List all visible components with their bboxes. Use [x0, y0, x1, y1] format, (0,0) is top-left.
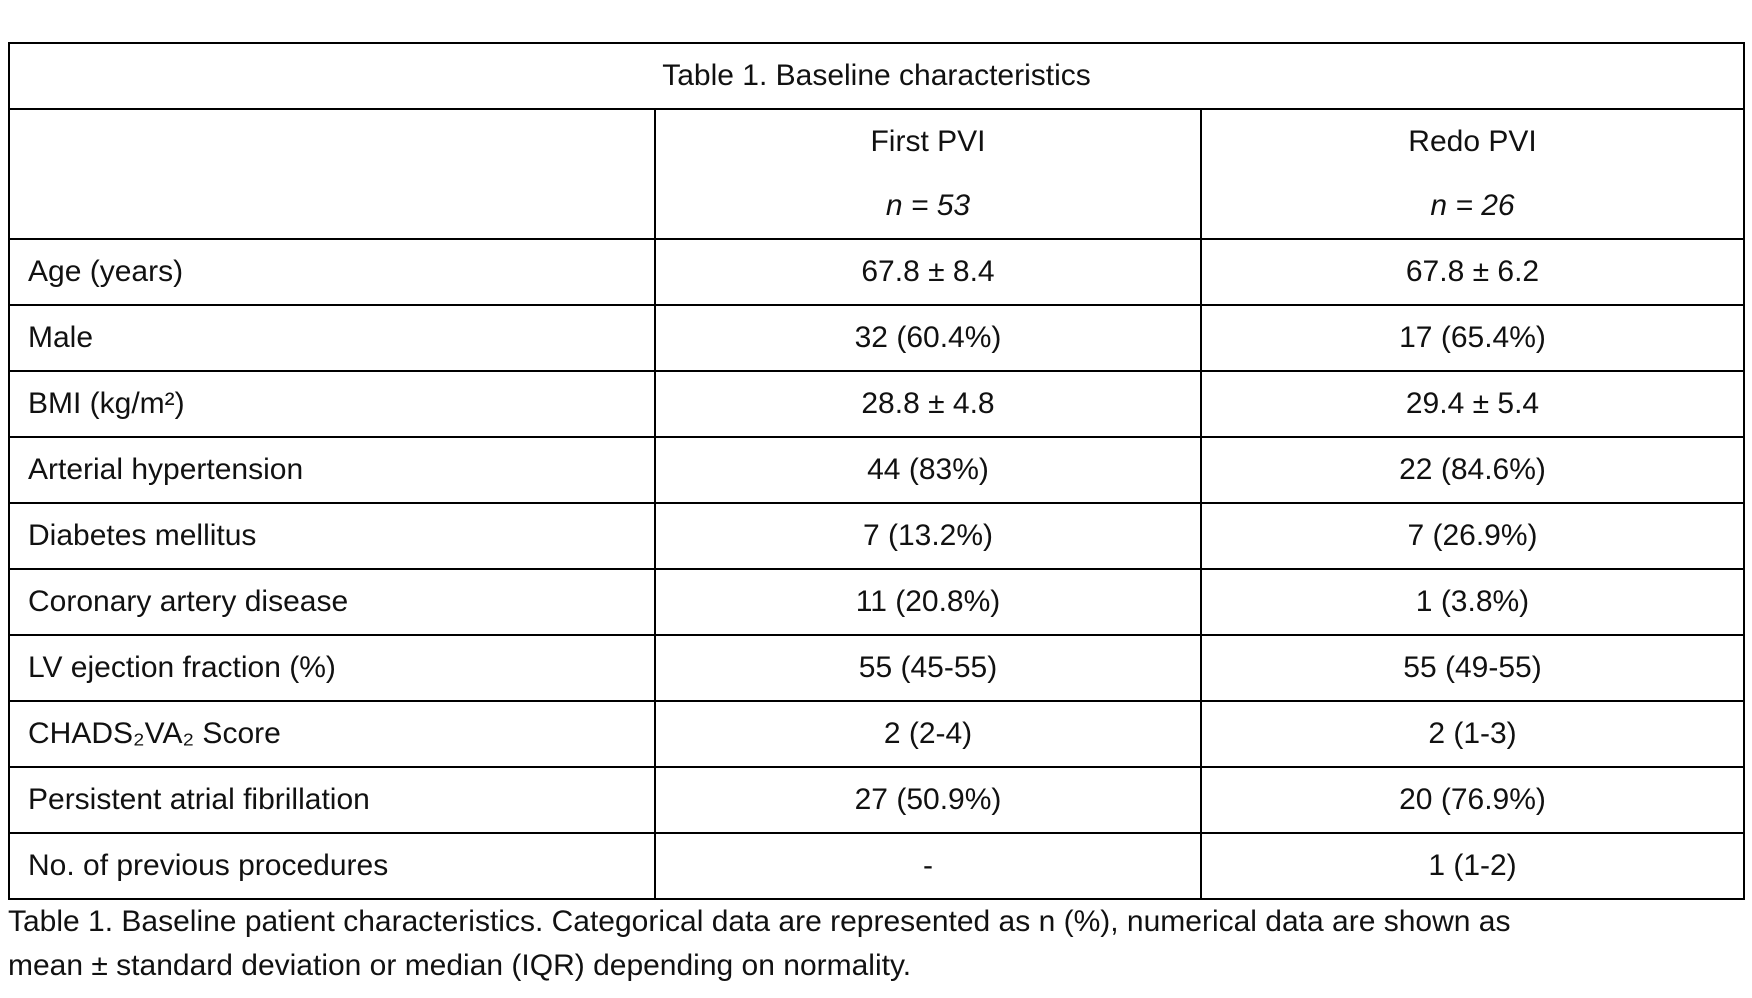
table-row	[9, 767, 1744, 833]
first-pvi-value: -	[655, 833, 1201, 899]
first-pvi-value: 44 (83%)	[655, 437, 1201, 503]
header-first-pvi	[655, 109, 1201, 239]
header-first-pvi-name: First PVI	[870, 125, 986, 158]
first-pvi-value: 32 (60.4%)	[655, 305, 1201, 371]
header-redo-pvi	[1201, 109, 1744, 239]
table-row	[9, 371, 1744, 437]
table-header-row	[9, 109, 1744, 239]
header-redo-pvi-n: n = 26	[1430, 189, 1515, 222]
row-label: No. of previous procedures	[9, 833, 655, 899]
row-label: Persistent atrial fibrillation	[9, 767, 655, 833]
table-caption	[8, 900, 1708, 988]
header-redo-pvi-name: Redo PVI	[1408, 125, 1537, 158]
first-pvi-value: 11 (20.8%)	[655, 569, 1201, 635]
row-label: Arterial hypertension	[9, 437, 655, 503]
header-empty-cell	[9, 109, 655, 239]
caption-line-2: mean ± standard deviation or median (IQR) depending on normality.	[8, 949, 912, 982]
caption-line-1: Table 1. Baseline patient characteristics. Categorical data are represented as n (%), numerical data are shown as	[8, 905, 1511, 938]
baseline-characteristics-table	[8, 42, 1745, 900]
redo-pvi-value: 20 (76.9%)	[1201, 767, 1744, 833]
row-label: Diabetes mellitus	[9, 503, 655, 569]
redo-pvi-value: 55 (49-55)	[1201, 635, 1744, 701]
table-title-row	[9, 43, 1744, 109]
table-title: Table 1. Baseline characteristics	[9, 43, 1744, 109]
table-row	[9, 305, 1744, 371]
first-pvi-value: 28.8 ± 4.8	[655, 371, 1201, 437]
table-row	[9, 833, 1744, 899]
row-label: Coronary artery disease	[9, 569, 655, 635]
table-row	[9, 569, 1744, 635]
table-row	[9, 437, 1744, 503]
redo-pvi-value: 1 (1-2)	[1201, 833, 1744, 899]
row-label: CHADS₂VA₂ Score	[9, 701, 655, 767]
redo-pvi-value: 2 (1-3)	[1201, 701, 1744, 767]
row-label: Male	[9, 305, 655, 371]
row-label: Age (years)	[9, 239, 655, 305]
first-pvi-value: 2 (2-4)	[655, 701, 1201, 767]
table-row	[9, 635, 1744, 701]
first-pvi-value: 7 (13.2%)	[655, 503, 1201, 569]
first-pvi-value: 27 (50.9%)	[655, 767, 1201, 833]
redo-pvi-value: 7 (26.9%)	[1201, 503, 1744, 569]
header-first-pvi-n: n = 53	[885, 189, 971, 222]
table-row	[9, 701, 1744, 767]
row-label: LV ejection fraction (%)	[9, 635, 655, 701]
row-label: BMI (kg/m²)	[9, 371, 655, 437]
table-row	[9, 503, 1744, 569]
table-row	[9, 239, 1744, 305]
redo-pvi-value: 22 (84.6%)	[1201, 437, 1744, 503]
redo-pvi-value: 17 (65.4%)	[1201, 305, 1744, 371]
redo-pvi-value: 1 (3.8%)	[1201, 569, 1744, 635]
first-pvi-value: 67.8 ± 8.4	[655, 239, 1201, 305]
first-pvi-value: 55 (45-55)	[655, 635, 1201, 701]
redo-pvi-value: 29.4 ± 5.4	[1201, 371, 1744, 437]
redo-pvi-value: 67.8 ± 6.2	[1201, 239, 1744, 305]
